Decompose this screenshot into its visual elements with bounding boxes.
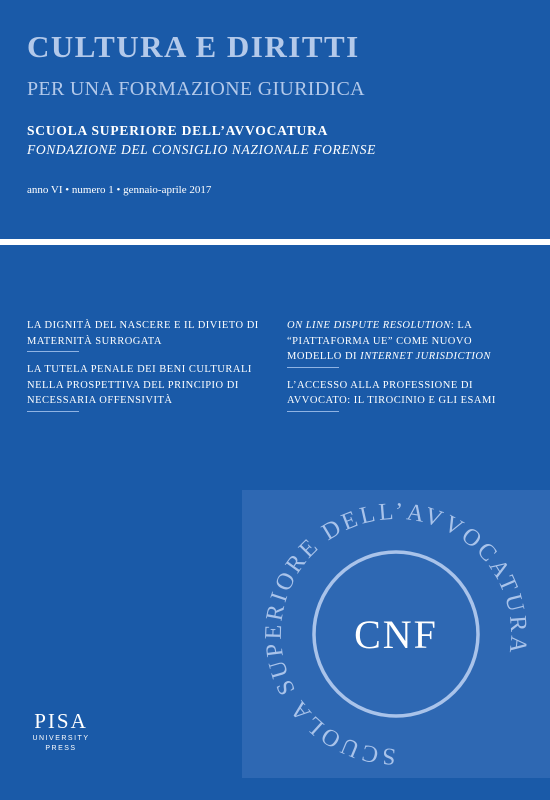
foundation-name: FONDAZIONE DEL CONSIGLIO NAZIONALE FORENSE [27, 142, 376, 157]
articles-left-column [27, 318, 277, 422]
article-title [287, 378, 527, 412]
article-title-text: L’ACCESSO ALLA PROFESSIONE DI AVVOCATO: IL TIROCINIO E GLI ESAMI [287, 379, 496, 406]
seal-monogram: CNF [354, 612, 438, 657]
article-title [27, 362, 277, 412]
article-underline [287, 411, 339, 412]
header-divider [0, 239, 550, 245]
journal-title: CULTURA E DIRITTI [27, 29, 360, 64]
article-title [27, 318, 277, 352]
article-title-text: LA TUTELA PENALE DEI BENI CULTURALI NELLA PROSPETTIVA DEL PRINCIPIO DI NECESSARIA OFFENSIVITÀ [27, 364, 252, 406]
articles-right-column [287, 318, 527, 422]
article-title-italic: ON LINE DISPUTE RESOLUTION [287, 320, 451, 331]
publisher-name: PISA [34, 709, 88, 733]
article-title-text: LA DIGNITÀ DEL NASCERE E IL DIVIETO DI MATERNITÀ SURROGATA [27, 320, 259, 347]
article-title-text: : LA “PIATTAFORMA UE” COME NUOVO MODELLO DI [287, 320, 473, 362]
publisher-line2: PRESS [45, 745, 77, 752]
article-underline [27, 411, 79, 412]
article-underline [27, 351, 79, 352]
publisher-line1: UNIVERSITY [32, 735, 90, 742]
article-underline [287, 367, 339, 368]
seal-ring-textpath: SCUOLA SUPERIORE DELL’AVVOCATURA [260, 498, 532, 770]
school-seal [242, 490, 550, 778]
school-name: SCUOLA SUPERIORE DELL’AVVOCATURA [27, 123, 329, 138]
article-title-italic: INTERNET JURISDICTION [360, 351, 491, 362]
article-title [287, 318, 527, 368]
seal-graphic [242, 490, 550, 778]
journal-subtitle: PER UNA FORMAZIONE GIURIDICA [27, 78, 365, 100]
publisher-logo [30, 711, 92, 752]
issue-info: anno VI • numero 1 • gennaio-aprile 2017 [27, 184, 212, 196]
